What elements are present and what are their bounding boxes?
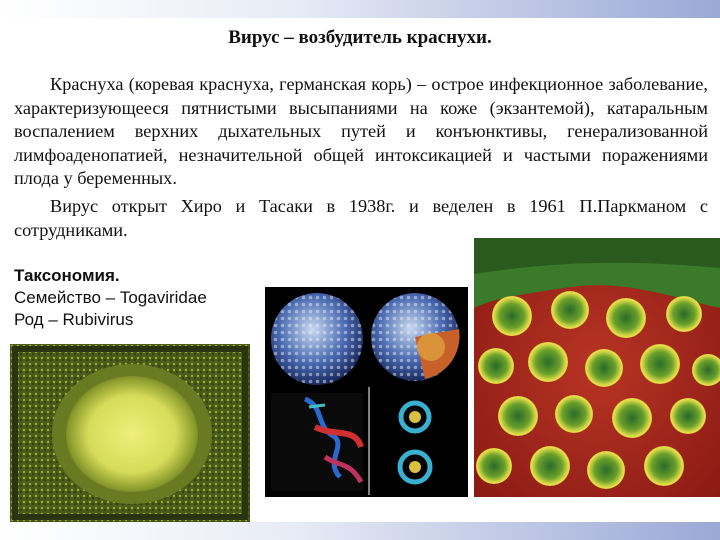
slide-title: Вирус – возбудитель краснухи.	[228, 27, 492, 48]
virus-structure-diagram-image	[265, 287, 468, 497]
virus-particles-micrograph-image	[474, 238, 720, 497]
bottom-decor-bar	[0, 522, 720, 540]
virion-micrograph-image	[10, 344, 250, 522]
taxonomy-family: Семейство – Togaviridae	[14, 288, 207, 307]
paragraph-description: Краснуха (коревая краснуха, германская корь) – острое инфекционное заболевание, характеризующееся пятнистыми высыпаниями на коже (экзантемой), катаральным воспалением верхних дыхательных путей и конъюнктивы, генерализованной лимфоаденопатией, незначительной общей интоксикацией и частыми поражениями плода у беременных.	[14, 74, 708, 188]
taxonomy-block	[14, 265, 207, 331]
top-decor-bar	[0, 0, 720, 18]
taxonomy-genus: Род – Rubivirus	[14, 310, 134, 329]
taxonomy-heading: Таксономия.	[14, 266, 120, 285]
paragraph-discovery: Вирус открыт Хиро и Тасаки в 1938г. и веделен в 1961 П.Паркманом с сотрудниками.	[14, 196, 708, 240]
